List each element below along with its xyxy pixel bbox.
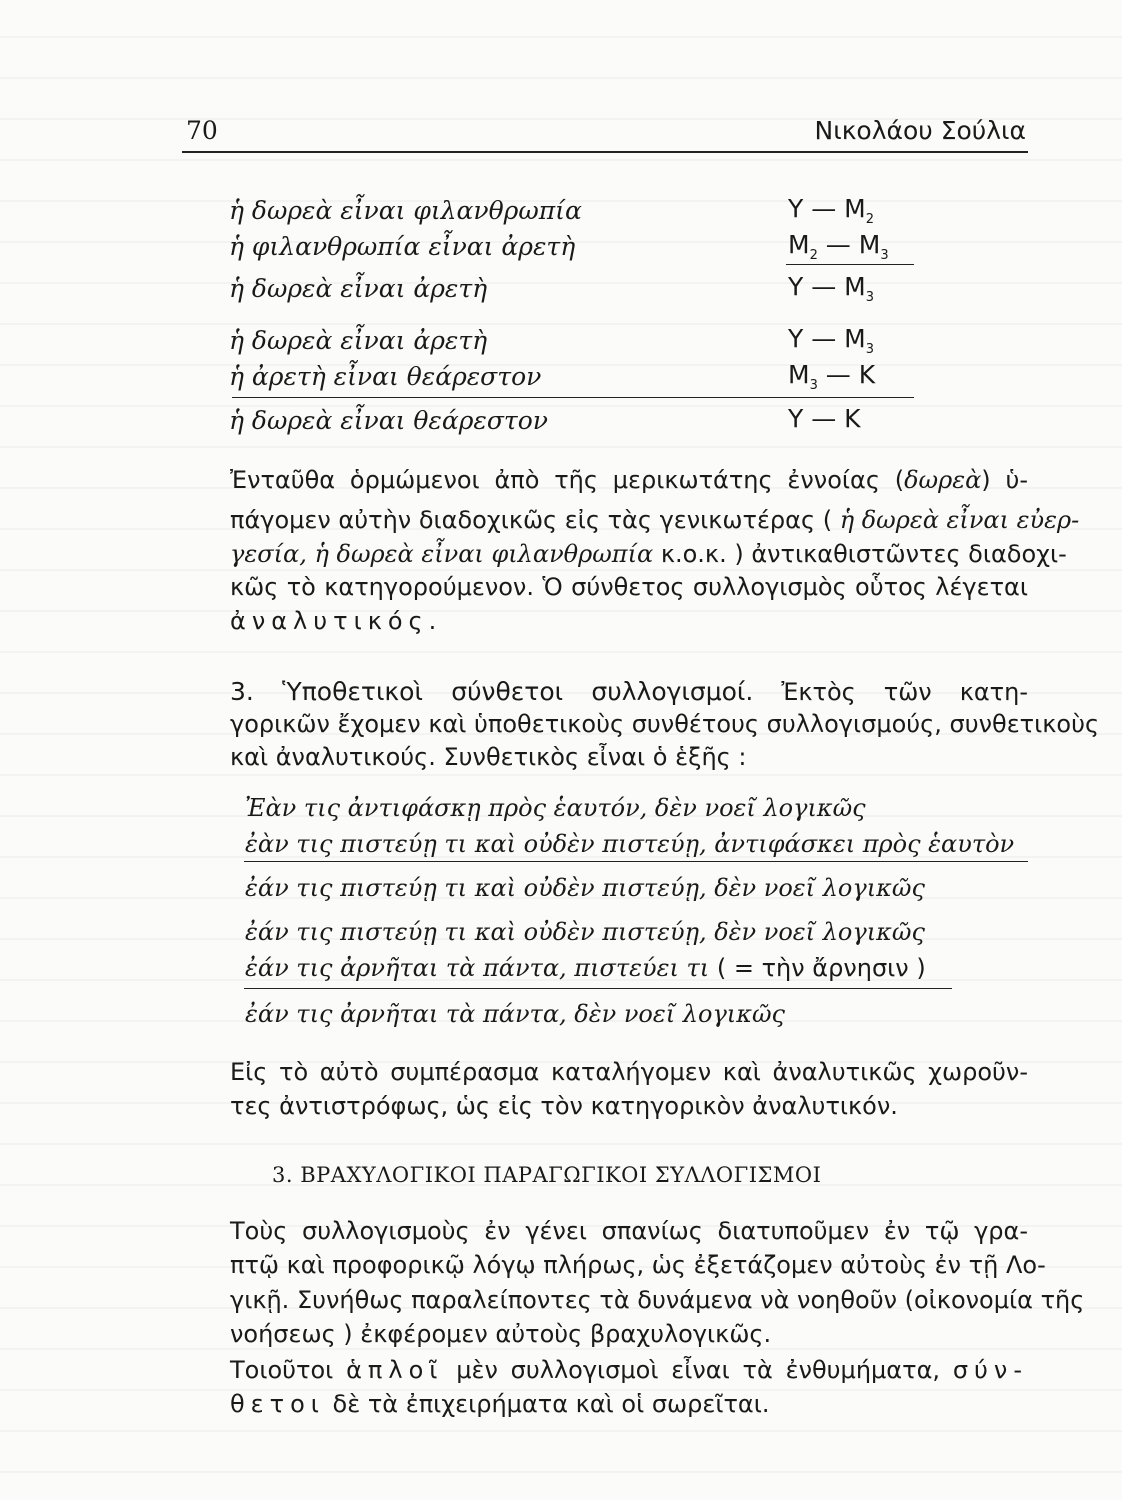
- syllogism1-conclusion: ἡ δωρεὰ εἶναι ἀρετὴ: [229, 274, 488, 303]
- para4-line2: πτῷ καὶ προφορικῷ λόγῳ πλήρως, ὡς ἐξετάζομεν αὐτοὺς ἐν τῇ Λο-: [230, 1251, 1046, 1279]
- syllogism2-premise2: ἡ ἀρετὴ εἶναι θεάρεστον: [229, 362, 542, 391]
- para4-line3: γικῇ. Συνήθως παραλείποντες τὰ δυνάμενα νὰ νοηθοῦν (οἰκονομία τῆς: [230, 1286, 1085, 1314]
- para2-line2: γορικῶν ἔχομεν καὶ ὑποθετικοὺς συνθέτους συλλογισμούς, συνθετικοὺς: [230, 710, 1100, 738]
- syllogism2-conclusion-rule: [232, 397, 914, 398]
- para3-line2: τες ἀντιστρόφως, ὡς εἰς τὸν κατηγορικὸν ἀναλυτικόν.: [230, 1092, 898, 1120]
- example-rule2: [244, 988, 952, 989]
- syllogism2-premise1: ἡ δωρεὰ εἶναι ἀρετὴ: [229, 326, 488, 355]
- para5-line2: θετοι δὲ τὰ ἐπιχειρήματα καὶ οἱ σωρεῖται.: [230, 1390, 770, 1418]
- example-line1: Ἐὰν τις ἀντιφάσκῃ πρὸς ἑαυτόν, δὲν νοεῖ λογικῶς: [245, 794, 866, 822]
- syllogism2-formula1: Υ — $M_3$: [788, 324, 875, 357]
- para1-line3: γεσία, ἡ δωρεὰ εἶναι φιλανθρωπία κ.ο.κ. ) ἀντικαθιστῶντες διαδοχι-: [230, 540, 1067, 568]
- section-heading: 3. ΒΡΑΧΥΛΟΓΙΚΟΙ ΠΑΡΑΓΩΓΙΚΟΙ ΣΥΛΛΟΓΙΣΜΟΙ: [272, 1163, 822, 1187]
- syllogism1-premise1: ἡ δωρεὰ εἶναι φιλανθρωπία: [229, 196, 582, 225]
- example-line5: ἐάν τις ἀρνῆται τὰ πάντα, πιστεύει τι ( = τὴν ἄρνησιν ): [245, 954, 926, 982]
- para1-line4: κῶς τὸ κατηγορούμενον. Ὁ σύνθετος συλλογισμὸς οὗτος λέγεται: [230, 573, 1028, 601]
- example-line6: ἐάν τις ἀρνῆται τὰ πάντα, δὲν νοεῖ λογικῶς: [245, 1000, 785, 1028]
- running-header-author: Νικολάου Σούλια: [814, 116, 1026, 145]
- para3-line1: Εἰς τὸ αὐτὸ συμπέρασμα καταλήγομεν καὶ ἀναλυτικῶς χωροῦν-: [230, 1058, 1028, 1086]
- para5-line1: Τοιοῦτοι ἁπλοῖ μὲν συλλογισμοὶ εἶναι τὰ ἐνθυμήματα, σύν-: [230, 1356, 1028, 1384]
- example-line2: ἐὰν τις πιστεύῃ τι καὶ οὐδὲν πιστεύῃ, ἀντιφάσκει πρὸς ἑαυτὸν: [245, 830, 1015, 858]
- example-line3: ἐάν τις πιστεύῃ τι καὶ οὐδὲν πιστεύῃ, δὲν νοεῖ λογικῶς: [245, 874, 925, 902]
- syllogism2-formula2: $M_3$ — Κ: [788, 360, 876, 393]
- syllogism1-conclusion-rule: [786, 264, 914, 265]
- syllogism2-formula3: Υ — Κ: [788, 404, 861, 433]
- example-rule1: [244, 861, 1028, 862]
- example-line4: ἐάν τις πιστεύῃ τι καὶ οὐδὲν πιστεύῃ, δὲν νοεῖ λογικῶς: [245, 918, 925, 946]
- syllogism1-premise2: ἡ φιλανθρωπία εἶναι ἀρετὴ: [229, 232, 576, 261]
- para2-line1: 3. Ὑποθετικοὶ σύνθετοι συλλογισμοί. Ἐκτὸς τῶν κατη-: [230, 677, 1028, 706]
- para4-line1: Τοὺς συλλογισμοὺς ἐν γένει σπανίως διατυποῦμεν ἐν τῷ γρα-: [230, 1217, 1028, 1245]
- para1-line5: ἀναλυτικός.: [230, 607, 443, 635]
- para1-line1: Ἐνταῦθα ὁρμώμενοι ἀπὸ τῆς μερικωτάτης ἐννοίας (δωρεὰ) ὑ-: [230, 466, 1028, 494]
- header-rule: [182, 151, 1028, 153]
- syllogism2-conclusion: ἡ δωρεὰ εἶναι θεάρεστον: [229, 406, 548, 435]
- para1-line2: πάγομεν αὐτὴν διαδοχικῶς εἰς τὰς γενικωτέρας ( ἡ δωρεὰ εἶναι εὐερ-: [230, 506, 1080, 534]
- syllogism1-formula1: Υ — $M_2$: [788, 194, 875, 227]
- para4-line4: νοήσεως ) ἐκφέρομεν αὐτοὺς βραχυλογικῶς.: [230, 1320, 772, 1348]
- syllogism1-formula2: $M_2$ — $M_3$: [788, 230, 889, 263]
- page-number: 70: [186, 116, 218, 145]
- para2-line3: καὶ ἀναλυτικούς. Συνθετικὸς εἶναι ὁ ἑξῆς :: [230, 743, 747, 771]
- syllogism1-formula3: Υ — $M_3$: [788, 272, 875, 305]
